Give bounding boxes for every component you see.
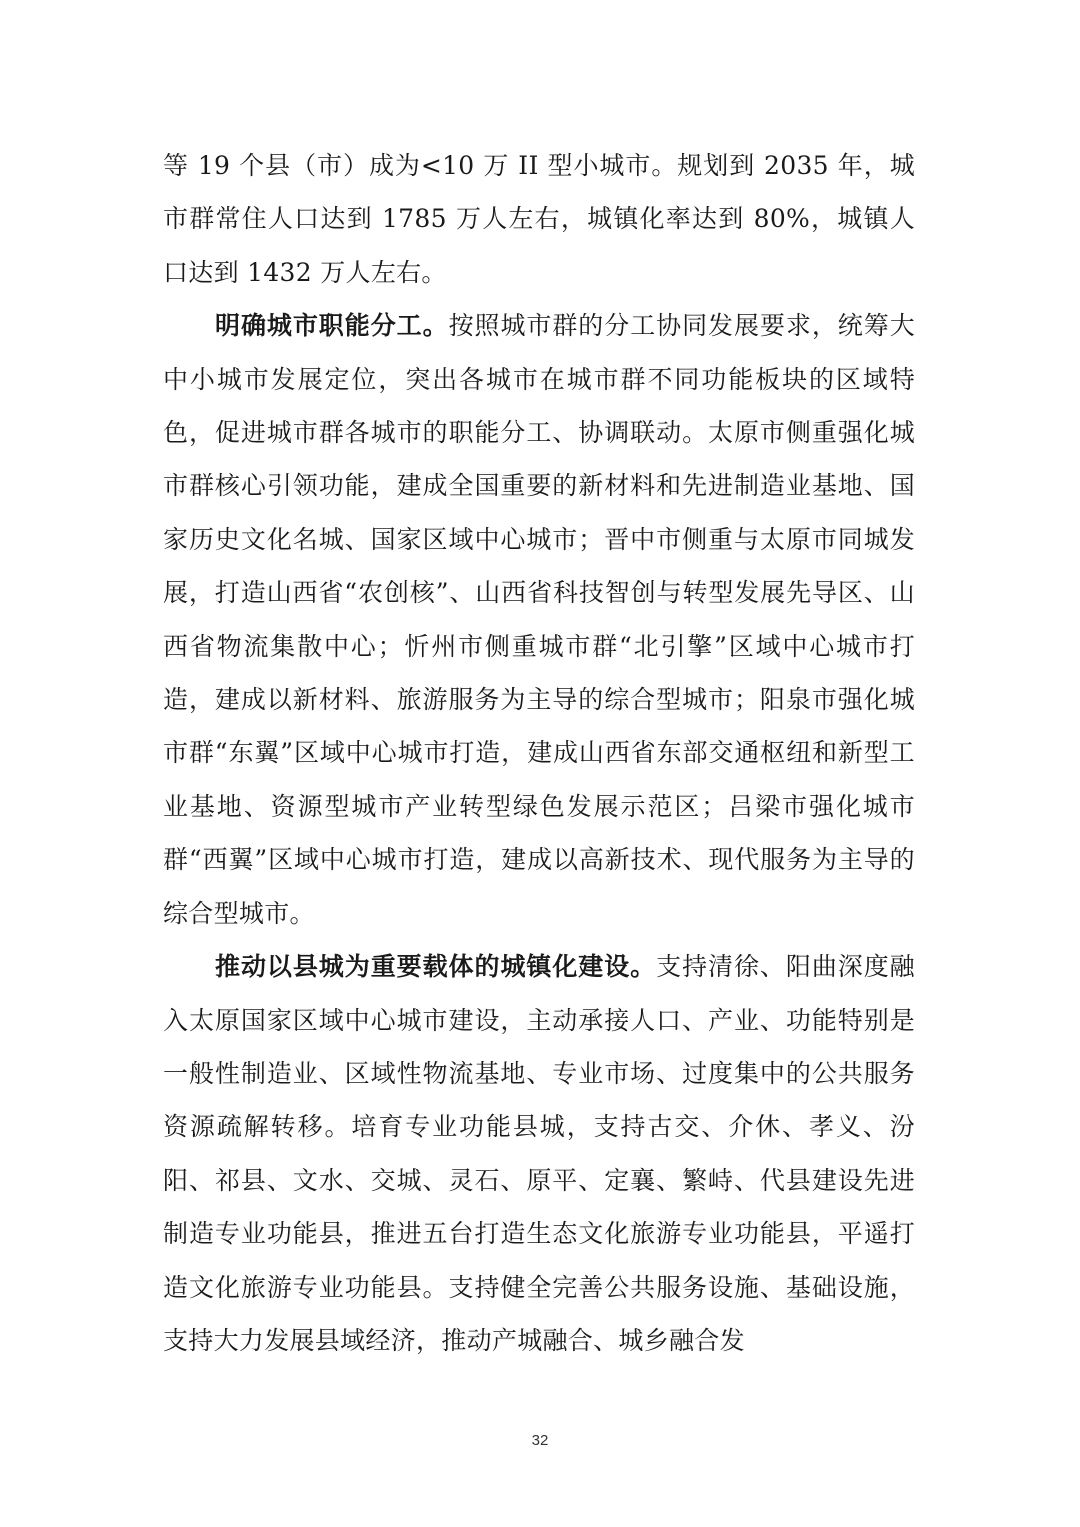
- paragraph-county-urbanization: [163, 940, 915, 1367]
- paragraph-heading: 推动以县城为重要载体的城镇化建设。: [215, 952, 657, 982]
- paragraph-heading: 明确城市职能分工。: [215, 311, 449, 341]
- paragraph-text: 等 19 个县（市）成为<10 万 II 型小城市。规划到 2035 年，城市群常住人口达到 1785 万人左右，城镇化率达到 80%，城镇人口达到 1432 万人左右。: [163, 151, 915, 287]
- paragraph-text: 按照城市群的分工协同发展要求，统筹大中小城市发展定位，突出各城市在城市群不同功能板块的区域特色，促进城市群各城市的职能分工、协调联动。太原市侧重强化城市群核心引领功能，建成全国重要的新材料和先进制造业基地、国家历史文化名城、国家区域中心城市；晋中市侧重与太原市同城发展，打造山西省“农创核”、山西省科技智创与转型发展先导区、山西省物流集散中心；忻州市侧重城市群“北引擎”区域中心城市打造，建成以新材料、旅游服务为主导的综合型城市；阳泉市强化城市群“东翼”区域中心城市打造，建成山西省东部交通枢纽和新型工业基地、资源型城市产业转型绿色发展示范区；吕梁市强化城市群“西翼”区域中心城市打造，建成以高新技术、现代服务为主导的综合型城市。: [163, 311, 916, 928]
- paragraph-text: 支持清徐、阳曲深度融入太原国家区域中心城市建设，主动承接人口、产业、功能特别是一般性制造业、区域性物流基地、专业市场、过度集中的公共服务资源疏解转移。培育专业功能县城，支持古交、介休、孝义、汾阳、祁县、文水、交城、灵石、原平、定襄、繁峙、代县建设先进制造专业功能县，推进五台打造生态文化旅游专业功能县，平遥打造文化旅游专业功能县。支持健全完善公共服务设施、基础设施，支持大力发展县域经济，推动产城融合、城乡融合发: [163, 952, 915, 1355]
- paragraph-continuation: [163, 139, 915, 299]
- paragraph-urban-functions: [163, 299, 915, 940]
- document-body: [163, 139, 915, 1367]
- page-number: 32: [531, 1432, 549, 1449]
